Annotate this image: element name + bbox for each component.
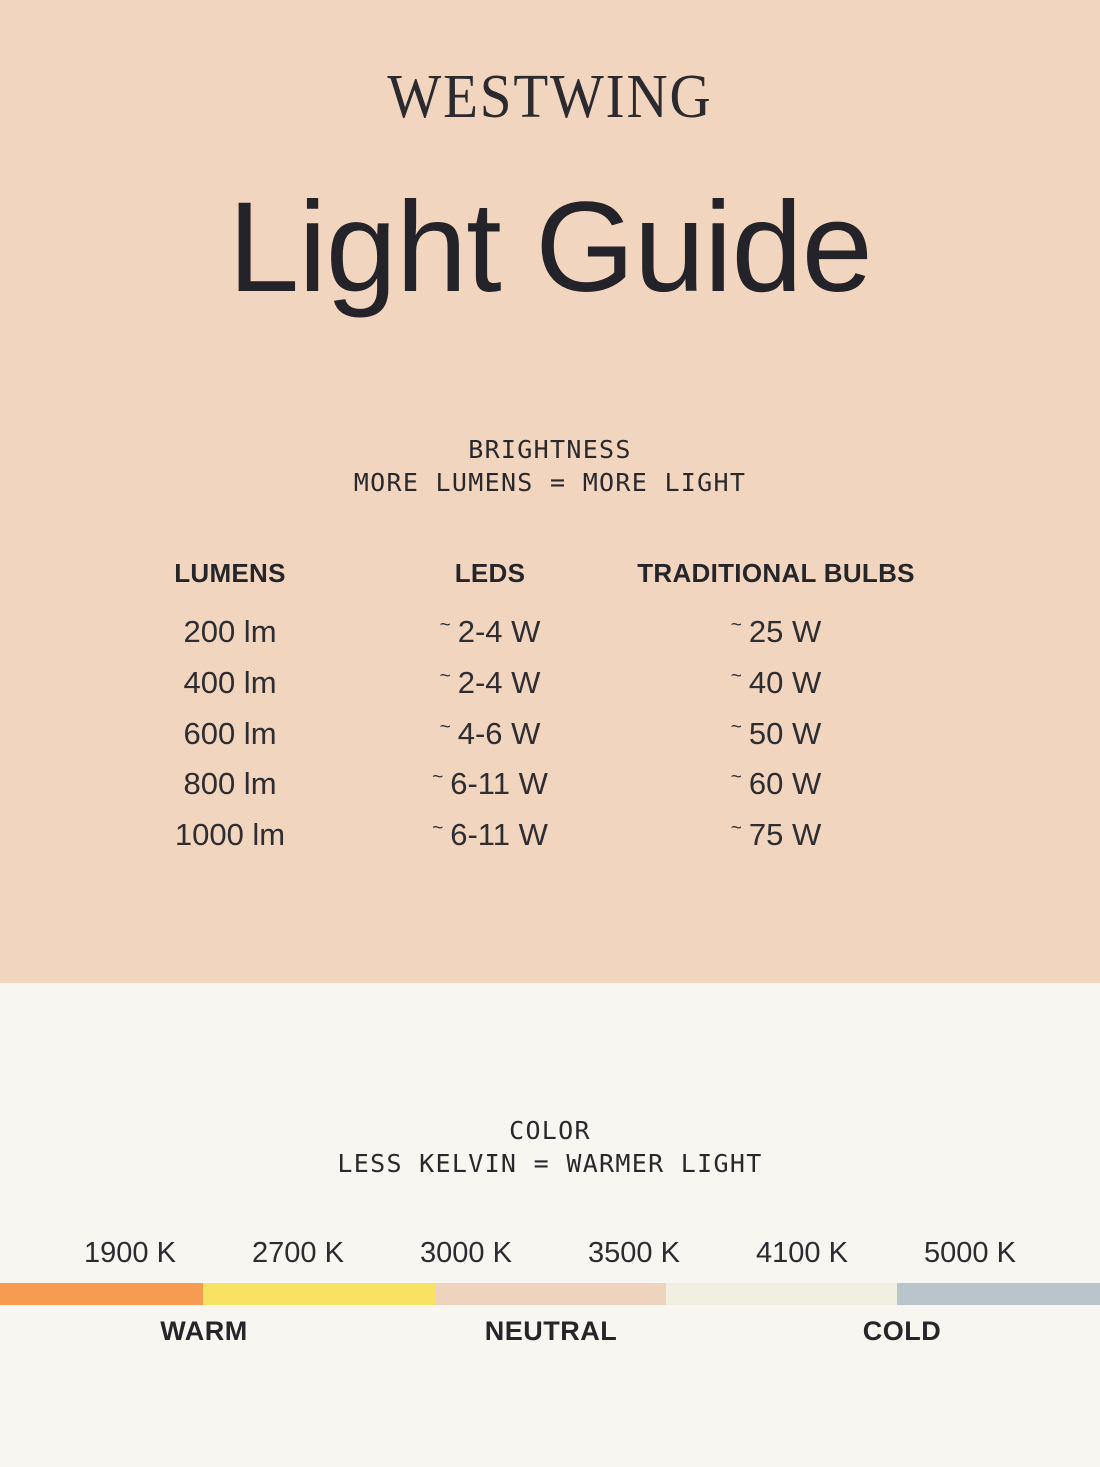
leds-value: ~ 4-6 W [439, 715, 541, 751]
bulbs-value: ~ 40 W [730, 665, 822, 701]
approx-symbol: ~ [439, 666, 451, 688]
color-heading-block [0, 1114, 1100, 1180]
kelvin-label-3000: 3000 K [420, 1237, 512, 1269]
leds-value: ~ 6-11 W [432, 766, 548, 802]
table-row [0, 658, 1100, 709]
lumens-table [0, 556, 1100, 860]
color-heading: COLOR [509, 1116, 591, 1145]
scale-segment-neutral-cream [666, 1283, 897, 1305]
lumens-value: 800 lm [183, 766, 277, 802]
column-header-bulbs: TRADITIONAL BULBS [637, 557, 915, 588]
lumens-value: 1000 lm [174, 817, 286, 853]
lumens-value: 200 lm [183, 614, 277, 650]
kelvin-label-3500: 3500 K [588, 1237, 680, 1269]
kelvin-label-4100: 4100 K [756, 1237, 848, 1269]
kelvin-label-2700: 2700 K [252, 1237, 344, 1269]
kelvin-label-1900: 1900 K [84, 1237, 176, 1269]
column-header-lumens: LUMENS [174, 557, 286, 588]
bulbs-value: ~ 50 W [730, 715, 822, 751]
kelvin-labels-row [0, 1236, 1100, 1270]
scale-segment-neutral-peach [435, 1283, 666, 1305]
kelvin-label-5000: 5000 K [924, 1237, 1016, 1269]
table-row [0, 607, 1100, 658]
leds-value: ~ 2-4 W [439, 665, 541, 701]
scale-segment-warm-orange [0, 1283, 203, 1305]
bulbs-value: ~ 60 W [730, 766, 822, 802]
color-rule: LESS KELVIN = WARMER LIGHT [337, 1149, 763, 1178]
approx-symbol: ~ [730, 767, 742, 789]
page-title: Light Guide [228, 176, 872, 319]
table-row [0, 810, 1100, 861]
approx-symbol: ~ [439, 716, 451, 738]
lumens-value: 600 lm [183, 715, 277, 751]
column-header-leds: LEDS [454, 557, 526, 588]
approx-symbol: ~ [730, 615, 742, 637]
approx-symbol: ~ [432, 818, 444, 840]
bulbs-value: ~ 25 W [730, 614, 822, 650]
temperature-label-warm: WARM [160, 1316, 248, 1346]
approx-symbol: ~ [439, 615, 451, 637]
approx-symbol: ~ [432, 767, 444, 789]
scale-segment-cold-blue [897, 1283, 1100, 1305]
brightness-heading-block [0, 433, 1100, 499]
approx-symbol: ~ [730, 666, 742, 688]
temperature-label-neutral: NEUTRAL [484, 1316, 618, 1346]
scale-segment-warm-yellow [203, 1283, 435, 1305]
temperature-label-cold: COLD [862, 1316, 942, 1346]
lumens-value: 400 lm [183, 665, 277, 701]
brightness-rule: MORE LUMENS = MORE LIGHT [353, 468, 747, 497]
lumens-table-header [0, 556, 1100, 590]
leds-value: ~ 2-4 W [439, 614, 541, 650]
westwing-logo: WESTWING [387, 63, 713, 131]
approx-symbol: ~ [730, 716, 742, 738]
brightness-heading: BRIGHTNESS [468, 435, 632, 464]
leds-value: ~ 6-11 W [432, 817, 548, 853]
bulbs-value: ~ 75 W [730, 817, 822, 853]
table-row [0, 708, 1100, 759]
table-row [0, 759, 1100, 810]
approx-symbol: ~ [730, 818, 742, 840]
lumens-table-body [0, 607, 1100, 860]
color-temperature-scale [0, 1283, 1100, 1305]
